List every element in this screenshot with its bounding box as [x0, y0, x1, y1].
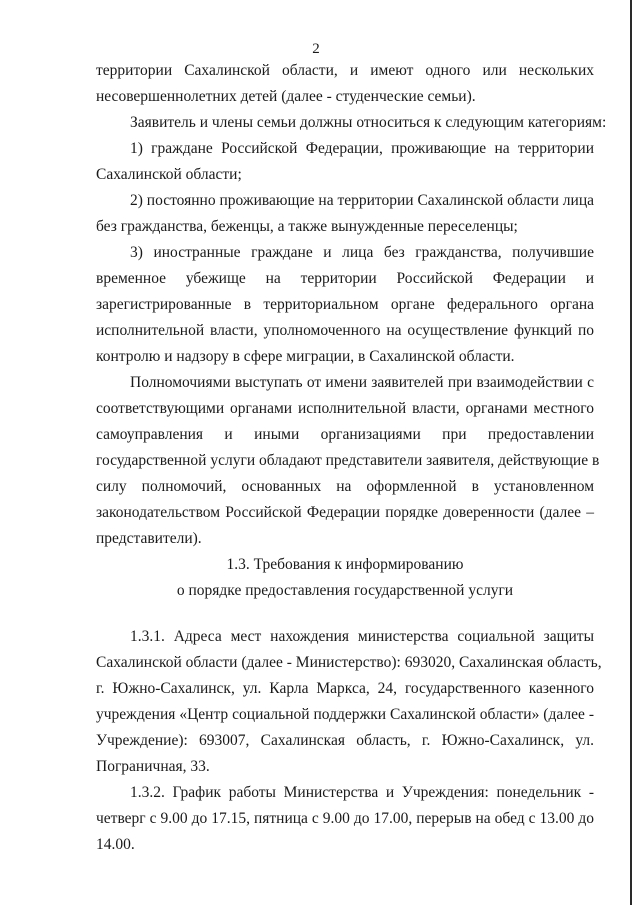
text-line: Полномочиями выступать от имени заявителей при взаимодействии с [130, 374, 594, 391]
text-line: Учреждение): 693007, Сахалинская область, г. Южно-Сахалинск, ул. [96, 732, 594, 749]
text-line: Сахалинской области (далее - Министерство): 693020, Сахалинская область, [96, 654, 602, 671]
text-line: временное убежище на территории Российской Федерации и [96, 270, 594, 287]
section-heading: 1.3. Требования к информированию [226, 556, 464, 573]
text-line: 1) граждане Российской Федерации, проживающие на территории [130, 140, 594, 157]
text-line: четверг с 9.00 до 17.15, пятница с 9.00 до 17.00, перерыв на обед с 13.00 до [96, 810, 594, 827]
text-line: законодательством Российской Федерации порядке доверенности (далее – [96, 504, 594, 521]
text-line: г. Южно-Сахалинск, ул. Карла Маркса, 24, государственного казенного [96, 680, 594, 697]
text-line: без гражданства, беженцы, а также вынужденные переселенцы; [96, 218, 518, 235]
spacer [96, 604, 594, 624]
text-line: территории Сахалинской области, и имеют одного или нескольких [96, 62, 594, 79]
document-body [96, 58, 607, 858]
text-line: 14.00. [96, 836, 135, 853]
text-line: 1.3.2. График работы Министерства и Учреждения: понедельник - [130, 784, 594, 801]
text-line: Сахалинской области; [96, 166, 242, 183]
text-line: самоуправления и иными организациями при предоставлении [96, 426, 594, 443]
page-number: 2 [312, 41, 320, 57]
text-line: 3) иностранные граждане и лица без гражданства, получившие [130, 244, 594, 261]
text-line: представители). [96, 530, 202, 547]
text-line: учреждения «Центр социальной поддержки Сахалинской области» (далее - [96, 706, 594, 723]
text-line: силу полномочий, основанных на оформленной в установленном [96, 478, 594, 495]
text-line: государственной услуги обладают представители заявителя, действующие в [96, 452, 600, 469]
text-line: несовершеннолетних детей (далее - студенческие семьи). [96, 88, 476, 105]
text-line: зарегистрированные в территориальном органе федерального органа [96, 296, 594, 313]
text-line: 2) постоянно проживающие на территории Сахалинской области лица [130, 192, 595, 209]
text-line: Заявитель и члены семьи должны относиться к следующим категориям: [130, 114, 607, 131]
section-heading: о порядке предоставления государственной услуги [176, 582, 514, 599]
text-line: Пограничная, 33. [96, 758, 210, 775]
text-line: соответствующими органами исполнительной власти, органами местного [96, 400, 594, 417]
text-line: контролю и надзору в сфере миграции, в Сахалинской области. [96, 348, 515, 365]
text-line: исполнительной власти, уполномоченного на осуществление функций по [96, 322, 594, 339]
text-line: 1.3.1. Адреса мест нахождения министерства социальной защиты [130, 628, 594, 645]
